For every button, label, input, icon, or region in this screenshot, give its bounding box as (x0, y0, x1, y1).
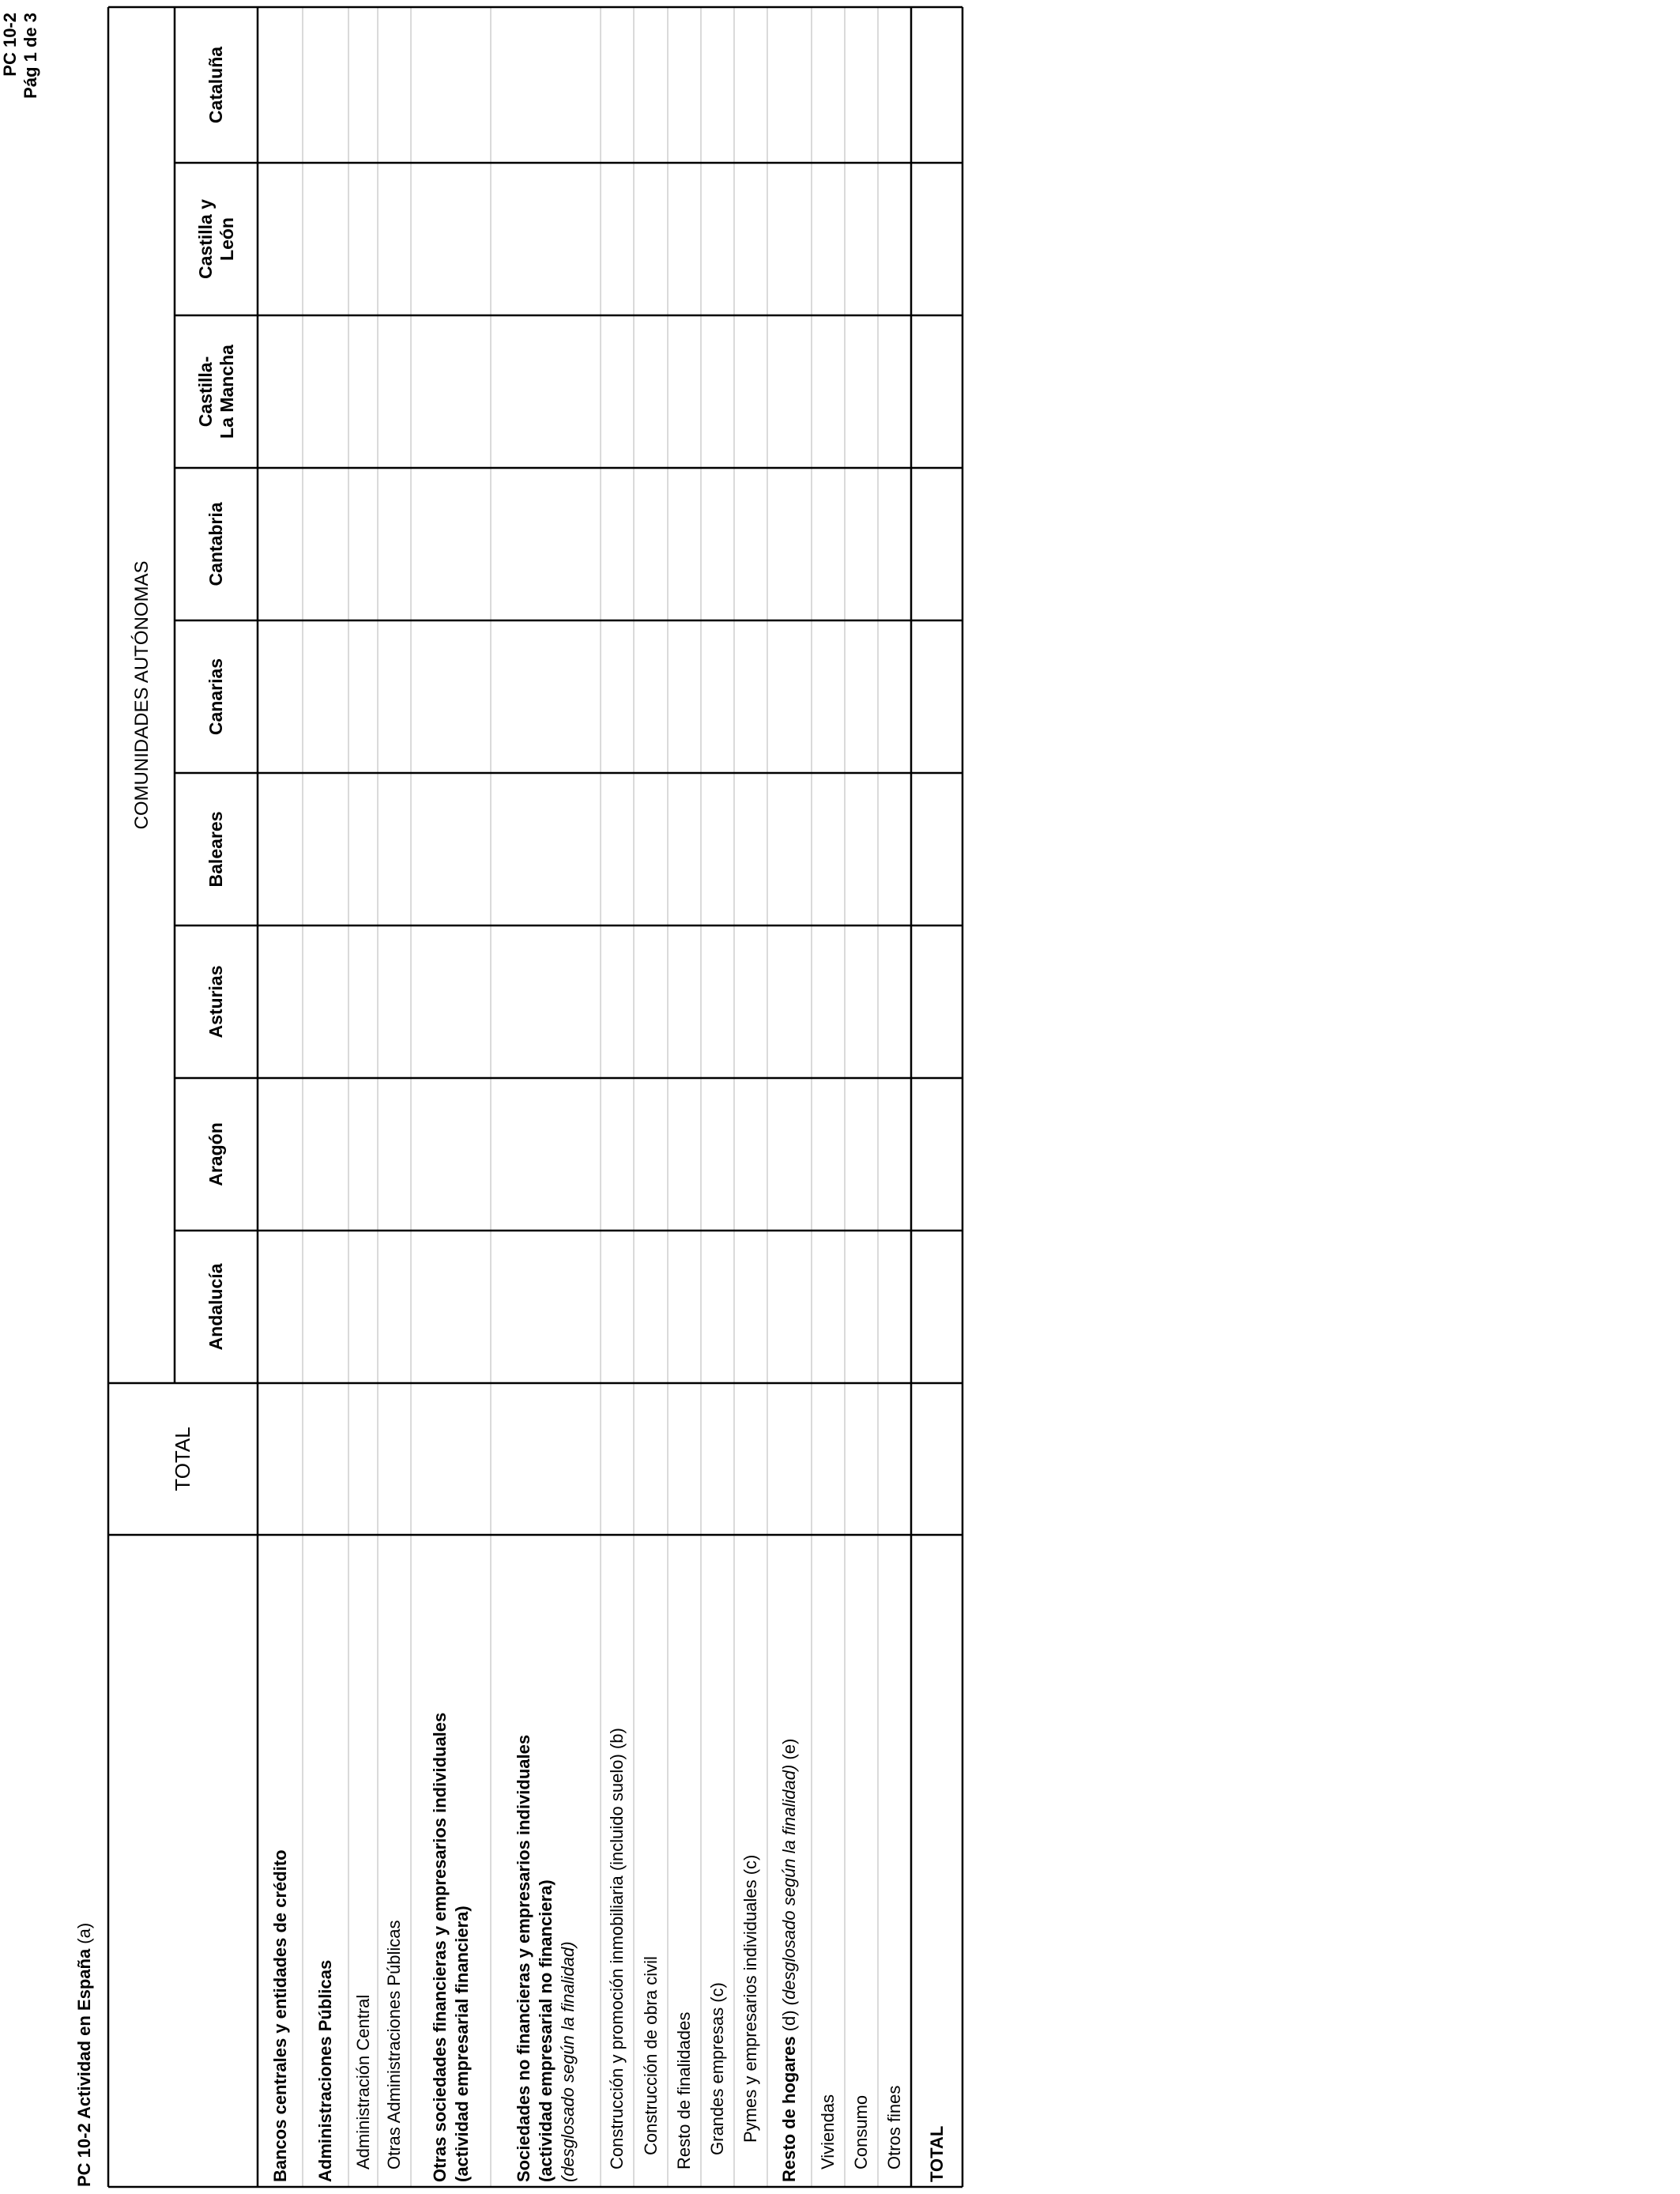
header-region-aragon: Aragón (205, 1122, 226, 1186)
row-label-total: TOTAL (926, 2125, 947, 2182)
row-label-construccion-obra-civil: Construcción de obra civil (640, 1956, 661, 2155)
header-region-asturias: Asturias (205, 965, 226, 1039)
row-label-administracion-central: Administración Central (352, 1994, 373, 2169)
header-region-canarias: Canarias (205, 658, 226, 736)
row-label-otras-administraciones: Otras Administraciones Públicas (384, 1920, 404, 2169)
header-region-baleares: Baleares (205, 811, 226, 888)
row-label-administraciones-publicas: Administraciones Públicas (315, 1959, 335, 2182)
form-code: PC 10-2 (0, 13, 20, 77)
header-comunidades-autonomas: COMUNIDADES AUTÓNOMAS (130, 560, 153, 830)
row-label-grandes-empresas: Grandes empresas (c) (707, 1982, 727, 2155)
title-note: (a) (74, 1922, 94, 1944)
row-label-construccion-promocion: Construcción y promoción inmobiliaria (incluido suelo) (b) (607, 1728, 627, 2169)
row-label-bancos-centrales: Bancos centrales y entidades de crédito (269, 1849, 290, 2182)
header-region-cataluna: Cataluña (205, 46, 226, 124)
row-label-viviendas: Viviendas (818, 2094, 838, 2169)
header-region-andalucia: Andalucía (205, 1263, 226, 1351)
header-region-castilla-y-leon: Castilla y León (194, 199, 237, 279)
page-number: Pág 1 de 3 (21, 13, 40, 99)
row-label-resto-hogares: Resto de hogares (d) (desglosado según la finalidad) (e) (779, 1738, 799, 2182)
row-label-resto-finalidades: Resto de finalidades (674, 2011, 694, 2169)
row-label-otras-sociedades-financieras: Otras sociedades financieras y empresarios individuales (actividad empresarial financiera) (429, 1712, 472, 2182)
header-total: TOTAL (171, 1427, 194, 1491)
header-region-castilla-la-mancha: Castilla- La Mancha (194, 345, 237, 439)
row-label-sociedades-no-financieras: Sociedades no financieras y empresarios individuales (actividad empresarial no financiera) (desglosado según la finalidad) (513, 1734, 578, 2182)
header-region-cantabria: Cantabria (205, 502, 226, 586)
row-label-otros-fines: Otros fines (884, 2085, 904, 2169)
row-label-pymes: Pymes y empresarios individuales (c) (740, 1854, 760, 2143)
title-text: PC 10-2 Actividad en España (74, 1948, 94, 2187)
row-label-consumo: Consumo (851, 2094, 871, 2169)
